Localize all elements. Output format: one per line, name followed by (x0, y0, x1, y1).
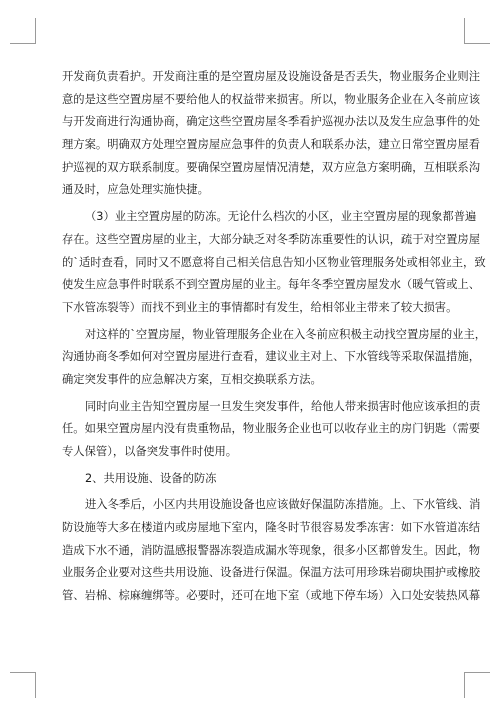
crop-mark-bottom-right (464, 672, 465, 698)
text-line: 进入冬季后，小区内共用设施设备也应该做好保温防冻措施。上、下水管线、消 (85, 498, 481, 512)
crop-mark-top-left (35, 18, 36, 44)
text-line: 防设施等大多在楼道内或房屋地下室内，隆冬时节很容易发季冻害：如下水管道冻结 (62, 521, 480, 535)
text-line: 专人保管），以备突发事件时使用。 (62, 445, 238, 458)
text-line: 护巡视的双方联系制度。要确保空置房屋情况清楚，双方应急方案明确，互相联系沟 (62, 160, 480, 174)
text-line: （3）业主空置房屋的防冻。无论什么档次的小区，业主空置房屋的现象都普遍 (85, 210, 477, 224)
text-line: 与开发商进行沟通协商，确定这些空置房屋冬季看护巡视办法以及发生应急事件的处 (62, 115, 480, 129)
text-line: 管、岩棉、棕麻缠绑等。必要时，还可在地下室（或地下停车场）入口处安装热风幕 (62, 589, 480, 603)
section-heading: 2、共用设施、设备的防冻 (85, 471, 217, 485)
text-line: 造成下水不通，消防温感报警器冻裂造成漏水等现象，很多小区都曾发生。因此，物 (62, 543, 480, 557)
text-line: 的`适时查看，同时又不愿意将自己相关信息告知小区物业管理服务处或相邻业主，致 (62, 255, 486, 269)
text-line: 理方案。明确双方处理空置房屋应急事件的负责人和联系办法，建立日常空置房屋看 (62, 138, 480, 152)
text-line: 任。如果空置房屋内没有贵重物品，物业服务企业也可以收存业主的房门钥匙（需要 (62, 422, 480, 436)
text-line: 业服务企业要对这些共用设施、设备进行保温。保温方法可用珍珠岩砌块围护或橡胶 (62, 566, 480, 580)
text-line: 对这样的`空置房屋，物业管理服务企业在入冬前应积极主动找空置房屋的业主， (85, 327, 487, 341)
text-line: 沟通协商冬季如何对空置房屋进行查看，建议业主对上、下水管线等采取保温措施， (62, 350, 480, 364)
text-line: 确定突发事件的应急解决方案，互相交换联系方法。 (62, 372, 322, 386)
text-line: 同时向业主告知空置房屋一旦发生突发事件，给他人带来损害时他应该承担的责 (85, 399, 481, 413)
text-line: 意的是这些空置房屋不要给他人的权益带来损害。所以，物业服务企业在入冬前应该 (62, 92, 480, 106)
body-text (62, 66, 487, 608)
crop-mark-top-left (10, 43, 36, 44)
crop-mark-bottom-left (35, 672, 36, 698)
crop-mark-top-right (464, 43, 490, 44)
text-line: 下水管冻裂等）而找不到业主的事情都时有发生，给相邻业主带来了较大损害。 (62, 300, 458, 314)
text-line: 开发商负责看护。开发商注重的是空置房屋及设施设备是否丢失，物业服务企业则注 (62, 70, 480, 83)
text-line: 通及时，应急处理实施快捷。 (62, 183, 209, 197)
crop-mark-top-right (464, 18, 465, 44)
text-line: 使发生应急事件时联系不到空置房屋的业主。每年冬季空置房屋发水（暖气管或上、 (62, 278, 480, 292)
crop-mark-bottom-right (464, 672, 490, 673)
text-line: 存在。这些空置房屋的业主，大部分缺乏对冬季防冻重要性的认识，疏于对空置房屋 (62, 232, 480, 246)
crop-mark-bottom-left (10, 672, 36, 673)
